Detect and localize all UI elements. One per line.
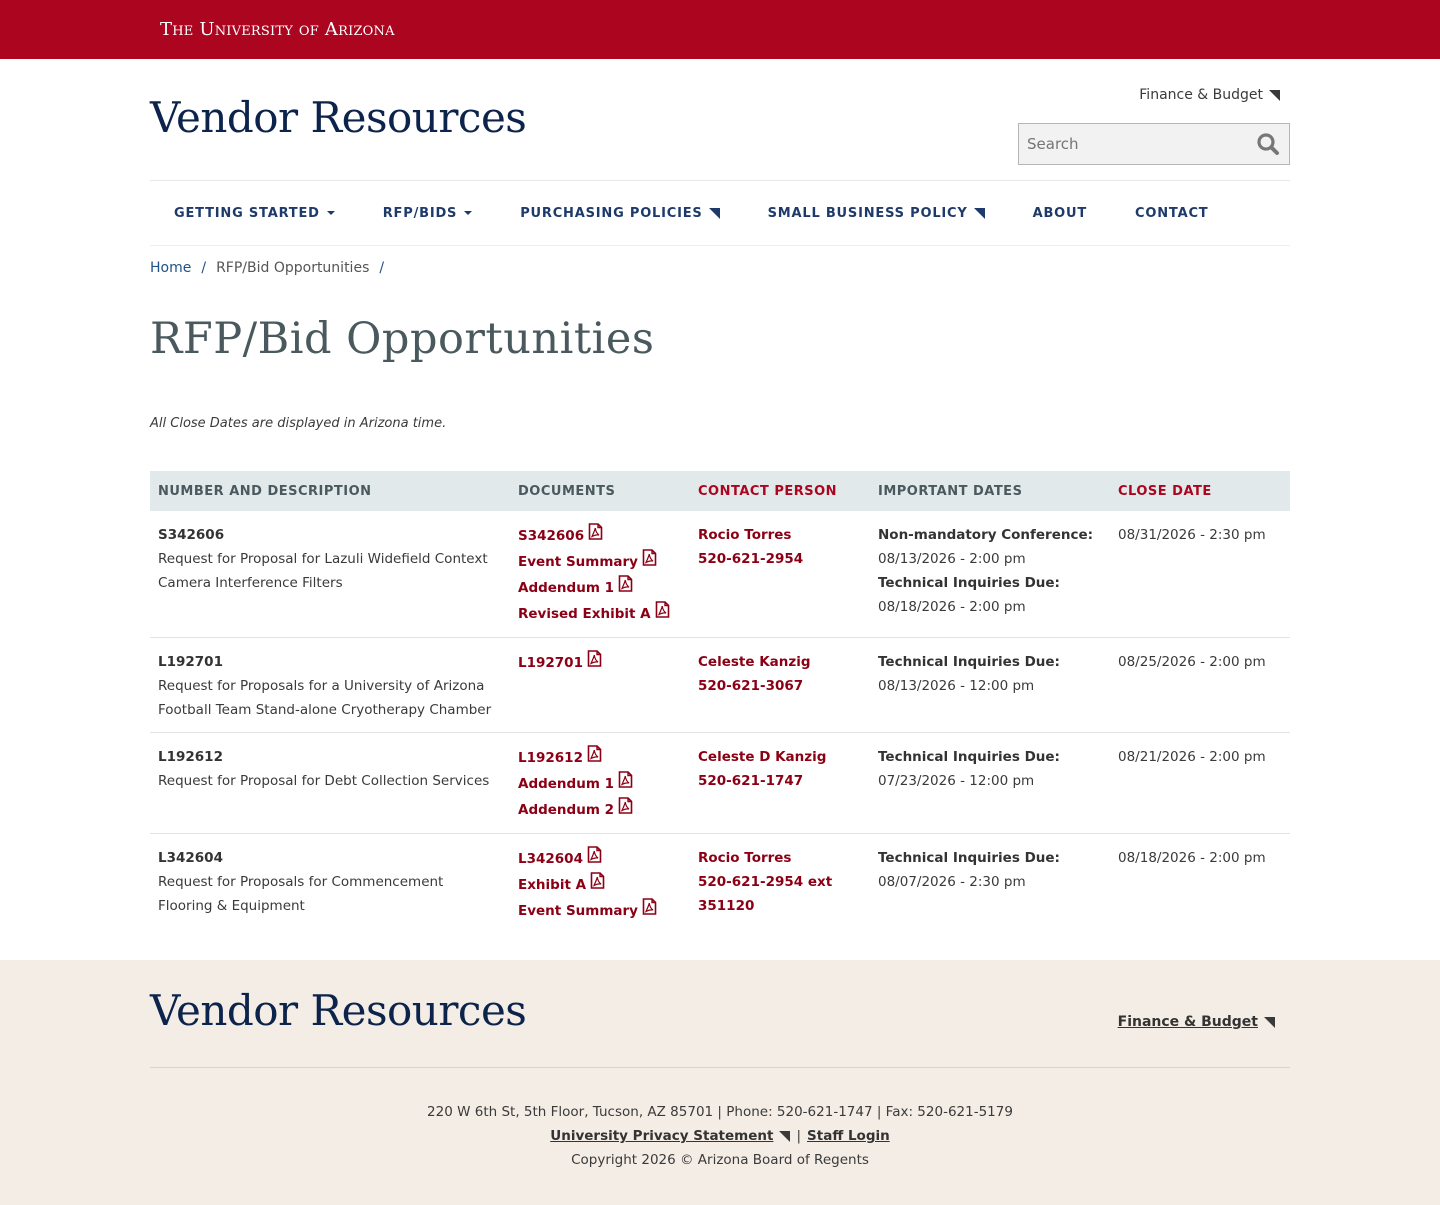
- solicitation-description: Request for Proposal for Lazuli Widefield Context Camera Interference Filters: [158, 551, 488, 591]
- cell-number-description: [150, 638, 510, 733]
- document-link[interactable]: [518, 575, 682, 601]
- column-header: DOCUMENTS: [518, 483, 616, 499]
- cell-close-date: [1110, 638, 1290, 733]
- document-link[interactable]: [518, 523, 682, 549]
- external-link-icon: [709, 208, 720, 219]
- document-link[interactable]: [518, 601, 682, 627]
- table-row: [150, 511, 1290, 638]
- external-link-icon: [779, 1131, 790, 1142]
- pdf-icon: [642, 898, 657, 924]
- column-header-sortable[interactable]: CLOSE DATE: [1118, 483, 1212, 499]
- document-label: L192612: [518, 749, 583, 766]
- site-header: [150, 59, 1290, 181]
- cell-documents: [510, 733, 690, 834]
- document-link[interactable]: [518, 771, 682, 797]
- footer-parent-link[interactable]: [1118, 1014, 1275, 1030]
- pdf-icon: [590, 872, 605, 898]
- document-label: L342604: [518, 850, 583, 867]
- nav-about[interactable]: [1033, 206, 1087, 221]
- document-link[interactable]: [518, 549, 682, 575]
- nav-label: CONTACT: [1135, 205, 1209, 221]
- document-link[interactable]: [518, 898, 682, 924]
- nav-contact[interactable]: [1135, 206, 1208, 221]
- cell-number-description: [150, 511, 510, 638]
- date-label: Non-mandatory Conference:: [878, 527, 1094, 543]
- cell-documents: [510, 511, 690, 638]
- parent-site-label: Finance & Budget: [1139, 87, 1263, 103]
- table-row: [150, 733, 1290, 834]
- contact-name[interactable]: Celeste Kanzig: [698, 654, 811, 670]
- document-label: Event Summary: [518, 553, 638, 570]
- breadcrumb-current: RFP/Bid Opportunities: [216, 260, 370, 276]
- cell-important-dates: [870, 733, 1110, 834]
- cell-close-date: [1110, 834, 1290, 935]
- nav-label: PURCHASING POLICIES: [520, 205, 703, 221]
- search-box: [1018, 123, 1290, 165]
- cell-contact: [690, 834, 870, 935]
- cell-close-date: [1110, 733, 1290, 834]
- date-value: 08/07/2026 - 2:30 pm: [878, 874, 1026, 890]
- nav-label: RFP/BIDS: [382, 205, 458, 221]
- document-label: Addendum 1: [518, 775, 614, 792]
- date-value: 08/13/2026 - 12:00 pm: [878, 678, 1035, 694]
- solicitation-description: Request for Proposals for Commencement Flooring & Equipment: [158, 874, 444, 914]
- cell-documents: [510, 834, 690, 935]
- date-value: 07/23/2026 - 12:00 pm: [878, 773, 1035, 789]
- footer-separator: |: [796, 1128, 802, 1144]
- table-row: [150, 834, 1290, 935]
- document-link[interactable]: [518, 650, 682, 676]
- cell-documents: [510, 638, 690, 733]
- timezone-note: All Close Dates are displayed in Arizona time.: [150, 416, 447, 431]
- document-link[interactable]: [518, 846, 682, 872]
- pdf-icon: [618, 797, 633, 823]
- page-title: RFP/Bid Opportunities: [150, 314, 655, 364]
- site-title[interactable]: Vendor Resources: [150, 93, 527, 142]
- close-date: 08/25/2026 - 2:00 pm: [1118, 654, 1266, 670]
- external-link-icon: [974, 208, 985, 219]
- pdf-icon: [618, 575, 633, 601]
- contact-phone[interactable]: 520-621-2954: [698, 551, 804, 567]
- search-button[interactable]: [1247, 124, 1289, 164]
- contact-phone[interactable]: 520-621-1747: [698, 773, 804, 789]
- contact-phone[interactable]: 520-621-3067: [698, 678, 804, 694]
- pdf-icon: [587, 650, 602, 676]
- cell-important-dates: [870, 511, 1110, 638]
- external-link-icon: [1269, 90, 1280, 101]
- cell-important-dates: [870, 638, 1110, 733]
- document-label: Addendum 2: [518, 801, 614, 818]
- pdf-icon: [655, 601, 670, 627]
- pdf-icon: [642, 549, 657, 575]
- date-value: 08/13/2026 - 2:00 pm: [878, 551, 1026, 567]
- contact-phone[interactable]: 520-621-2954 ext 351120: [698, 874, 833, 914]
- pdf-icon: [588, 523, 603, 549]
- search-input[interactable]: [1019, 124, 1247, 164]
- parent-site-link[interactable]: [1139, 87, 1280, 103]
- close-date: 08/21/2026 - 2:00 pm: [1118, 749, 1266, 765]
- breadcrumb: [150, 258, 1290, 278]
- pdf-icon: [587, 745, 602, 771]
- cell-number-description: [150, 834, 510, 935]
- pdf-icon: [587, 846, 602, 872]
- date-label: Technical Inquiries Due:: [878, 654, 1060, 670]
- contact-name[interactable]: Rocio Torres: [698, 527, 792, 543]
- nav-label: SMALL BUSINESS POLICY: [767, 205, 968, 221]
- breadcrumb-separator: /: [379, 260, 385, 276]
- close-date: 08/31/2026 - 2:30 pm: [1118, 527, 1266, 543]
- document-label: Exhibit A: [518, 876, 587, 893]
- pdf-icon: [618, 771, 633, 797]
- date-value: 08/18/2026 - 2:00 pm: [878, 599, 1026, 615]
- nav-rfp-bids[interactable]: [383, 206, 472, 221]
- document-link[interactable]: [518, 872, 682, 898]
- footer-copyright: Copyright 2026 © Arizona Board of Regents: [571, 1152, 869, 1168]
- solicitation-number: L192612: [158, 749, 223, 765]
- cell-close-date: [1110, 511, 1290, 638]
- footer-address: 220 W 6th St, 5th Floor, Tucson, AZ 85701 | Phone: 520-621-1747 | Fax: 520-621-5179: [427, 1104, 1013, 1120]
- university-banner: [0, 0, 1440, 59]
- solicitation-number: L342604: [158, 850, 223, 866]
- table-row: [150, 638, 1290, 733]
- nav-label: GETTING STARTED: [174, 205, 320, 221]
- cell-contact: [690, 638, 870, 733]
- cell-number-description: [150, 733, 510, 834]
- cell-contact: [690, 733, 870, 834]
- privacy-statement-link[interactable]: University Privacy Statement: [550, 1128, 774, 1144]
- document-link[interactable]: [518, 797, 682, 823]
- breadcrumb-separator: /: [201, 260, 207, 276]
- search-icon: [1256, 132, 1280, 156]
- nav-purchasing-policies[interactable]: [520, 206, 719, 221]
- external-link-icon: [1264, 1017, 1275, 1028]
- caret-down-icon: [327, 211, 335, 215]
- rfp-table: [150, 471, 1290, 934]
- site-footer: [0, 960, 1440, 1205]
- table-header-row: [150, 471, 1290, 511]
- solicitation-number: L192701: [158, 654, 223, 670]
- footer-site-title[interactable]: Vendor Resources: [150, 986, 527, 1035]
- main-navigation: [150, 181, 1290, 246]
- contact-name[interactable]: Rocio Torres: [698, 850, 792, 866]
- date-label: Technical Inquiries Due:: [878, 850, 1060, 866]
- document-label: Addendum 1: [518, 579, 614, 596]
- column-header: NUMBER AND DESCRIPTION: [158, 483, 372, 499]
- document-label: Event Summary: [518, 902, 638, 919]
- solicitation-description: Request for Proposal for Debt Collection Services: [158, 773, 490, 789]
- document-link[interactable]: [518, 745, 682, 771]
- nav-label: ABOUT: [1032, 205, 1088, 221]
- document-label: L192701: [518, 654, 583, 671]
- column-header: IMPORTANT DATES: [878, 483, 1023, 499]
- cell-contact: [690, 511, 870, 638]
- document-label: S342606: [518, 527, 585, 544]
- footer-parent-label: Finance & Budget: [1117, 1014, 1258, 1030]
- staff-login-link[interactable]: Staff Login: [807, 1128, 890, 1144]
- nav-getting-started[interactable]: [174, 206, 335, 221]
- nav-small-business-policy[interactable]: [768, 206, 985, 221]
- solicitation-number: S342606: [158, 527, 225, 543]
- close-date: 08/18/2026 - 2:00 pm: [1118, 850, 1266, 866]
- cell-important-dates: [870, 834, 1110, 935]
- contact-name[interactable]: Celeste D Kanzig: [698, 749, 827, 765]
- solicitation-description: Request for Proposals for a University of Arizona Football Team Stand-alone Cryotherapy Chamber: [158, 678, 492, 718]
- date-label: Technical Inquiries Due:: [878, 575, 1060, 591]
- column-header-sortable[interactable]: CONTACT PERSON: [698, 483, 838, 499]
- breadcrumb-home[interactable]: Home: [150, 260, 192, 276]
- date-label: Technical Inquiries Due:: [878, 749, 1060, 765]
- university-wordmark[interactable]: The University of Arizona: [160, 19, 395, 40]
- caret-down-icon: [464, 211, 472, 215]
- document-label: Revised Exhibit A: [518, 605, 651, 622]
